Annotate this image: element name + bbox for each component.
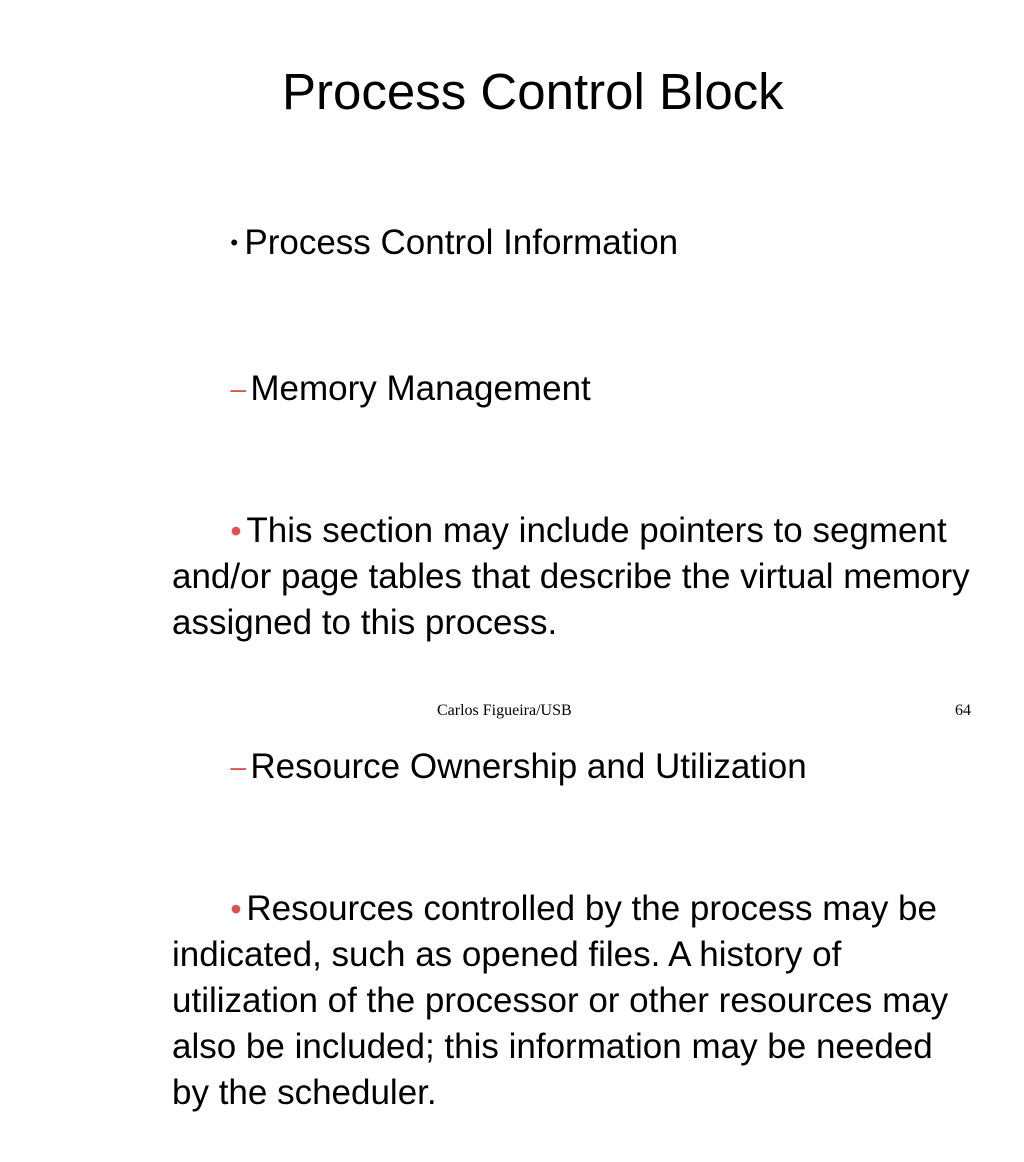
slide-body — [172, 174, 980, 1162]
dash-bullet-icon: – — [230, 373, 246, 404]
bullet-text: Process Control Information — [244, 223, 679, 262]
bullet-item-level-2 — [172, 320, 972, 458]
bullet-dot-icon: • — [230, 230, 239, 255]
bullet-item-level-2 — [172, 698, 972, 836]
bullet-item-level-1 — [172, 174, 972, 312]
dash-bullet-icon: – — [230, 751, 246, 782]
red-bullet-icon: • — [230, 891, 242, 927]
bullet-text: Resources controlled by the process may be indicated, such as opened files. A history of utilization of the processor or other resources may also be included; this information may be needed by the scheduler. — [172, 889, 958, 1112]
bullet-item-level-3 — [172, 462, 980, 692]
bullet-text: Memory Management — [250, 369, 591, 408]
slide-title: Process Control Block — [282, 63, 784, 120]
bullet-text: This section may include pointers to segment and/or page tables that describe the virtual memory assigned to this process. — [172, 511, 980, 642]
page-number: 64 — [955, 702, 971, 719]
footer-author: Carlos Figueira/USB — [437, 702, 572, 719]
red-bullet-icon: • — [230, 513, 242, 549]
bullet-item-level-3 — [172, 840, 972, 1162]
bullet-text: Resource Ownership and Utilization — [250, 747, 807, 786]
